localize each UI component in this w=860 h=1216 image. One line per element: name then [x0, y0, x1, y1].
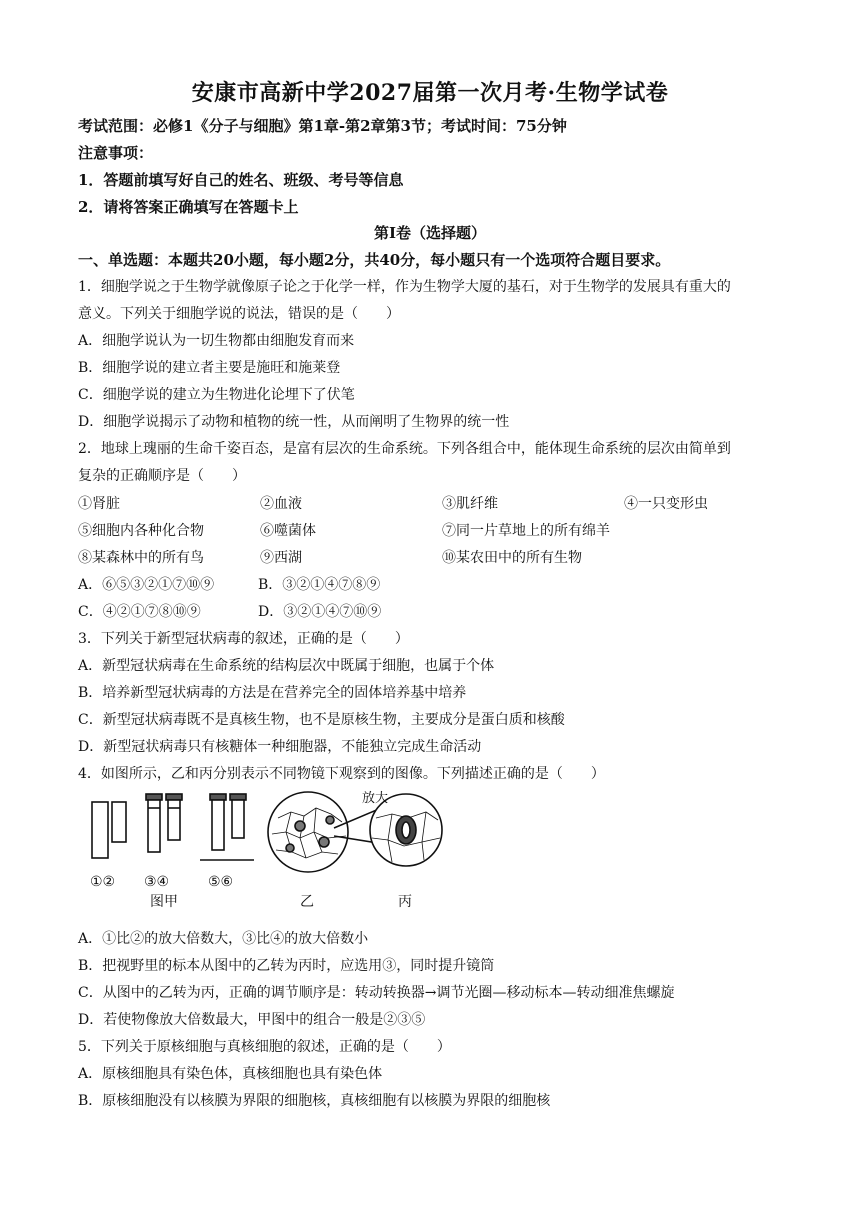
q2-item: ⑧某森林中的所有鸟 — [78, 550, 204, 566]
label-bing: 丙 — [398, 894, 412, 910]
q1-option-a: A．细胞学说认为一切生物都由细胞发育而来 — [78, 333, 355, 349]
q2-option-c: C．④②①⑦⑧⑩⑨ — [78, 604, 201, 620]
section-title: 第Ⅰ卷（选择题） — [373, 224, 487, 242]
q2-item: ⑤细胞内各种化合物 — [78, 523, 204, 539]
q2-stem-2: 复杂的正确顺序是（ ） — [78, 468, 246, 484]
q2-option-d: D．③②①④⑦⑩⑨ — [258, 604, 382, 620]
q4-option-c: C．从图中的乙转为丙，正确的调节顺序是：转动转换器→调节光圈—移动标本—转动细准焦螺旋 — [78, 985, 675, 1001]
page-title: 安康市高新中学2027届第一次月考·生物学试卷 — [191, 80, 669, 106]
q5-option-a: A．原核细胞具有染色体，真核细胞也具有染色体 — [78, 1066, 383, 1082]
q2-item: ⑥噬菌体 — [260, 523, 316, 539]
label-56: ⑤⑥ — [208, 874, 234, 890]
note-1: 1．答题前填写好自己的姓名、班级、考号等信息 — [78, 171, 404, 189]
q2-option-b: B．③②①④⑦⑧⑨ — [258, 577, 381, 593]
microscope-diagram — [86, 788, 446, 918]
q3-option-d: D．新型冠状病毒只有核糖体一种细胞器，不能独立完成生命活动 — [78, 739, 482, 755]
q2-item: ②血液 — [260, 496, 302, 512]
q2-item: ⑦同一片草地上的所有绵羊 — [442, 523, 610, 539]
q1-stem-1: 1．细胞学说之于生物学就像原子论之于化学一样，作为生物学大厦的基石，对于生物学的发展具有重大的 — [78, 279, 731, 295]
label-fangda: 放大 — [362, 791, 389, 806]
label-12: ①② — [90, 874, 116, 890]
label-yi: 乙 — [300, 894, 314, 910]
notes-title: 注意事项： — [78, 144, 154, 162]
q2-item: ③肌纤维 — [442, 496, 498, 512]
label-jia: 图甲 — [150, 894, 178, 910]
q3-option-b: B．培养新型冠状病毒的方法是在营养完全的固体培养基中培养 — [78, 685, 467, 701]
q2-item: ④一只变形虫 — [624, 496, 708, 512]
q1-option-d: D．细胞学说揭示了动物和植物的统一性，从而阐明了生物界的统一性 — [78, 414, 510, 430]
q5-stem: 5．下列关于原核细胞与真核细胞的叙述，正确的是（ ） — [78, 1039, 451, 1055]
q1-option-c: C．细胞学说的建立为生物进化论埋下了伏笔 — [78, 387, 355, 403]
q3-stem: 3．下列关于新型冠状病毒的叙述，正确的是（ ） — [78, 631, 409, 647]
q2-stem-1: 2．地球上瑰丽的生命千姿百态，是富有层次的生命系统。下列各组合中，能体现生命系统的层次由简单到 — [78, 441, 731, 457]
q2-option-a: A．⑥⑤③②①⑦⑩⑨ — [78, 577, 215, 593]
q2-item: ⑩某农田中的所有生物 — [442, 550, 582, 566]
q1-option-b: B．细胞学说的建立者主要是施旺和施莱登 — [78, 360, 341, 376]
label-34: ③④ — [144, 874, 170, 890]
q4-option-b: B．把视野里的标本从图中的乙转为丙时，应选用③，同时提升镜筒 — [78, 958, 495, 974]
q4-stem: 4．如图所示，乙和丙分别表示不同物镜下观察到的图像。下列描述正确的是（ ） — [78, 766, 605, 782]
exam-scope: 考试范围：必修1《分子与细胞》第1章-第2章第3节；考试时间：75分钟 — [78, 117, 567, 135]
part-one-heading: 一、单选题：本题共20小题，每小题2分，共40分，每小题只有一个选项符合题目要求。 — [78, 251, 671, 269]
q5-option-b: B．原核细胞没有以核膜为界限的细胞核，真核细胞有以核膜为界限的细胞核 — [78, 1093, 551, 1109]
q3-option-c: C．新型冠状病毒既不是真核生物，也不是原核生物，主要成分是蛋白质和核酸 — [78, 712, 565, 728]
q4-option-a: A．①比②的放大倍数大，③比④的放大倍数小 — [78, 931, 369, 947]
q2-item: ⑨西湖 — [260, 550, 302, 566]
q2-item: ①肾脏 — [78, 496, 120, 512]
q1-stem-2: 意义。下列关于细胞学说的说法，错误的是（ ） — [78, 306, 400, 322]
note-2: 2．请将答案正确填写在答题卡上 — [78, 198, 299, 216]
q3-option-a: A．新型冠状病毒在生命系统的结构层次中既属于细胞，也属于个体 — [78, 658, 495, 674]
microscope-figure — [86, 788, 446, 918]
q4-option-d: D．若使物像放大倍数最大，甲图中的组合一般是②③⑤ — [78, 1012, 426, 1028]
